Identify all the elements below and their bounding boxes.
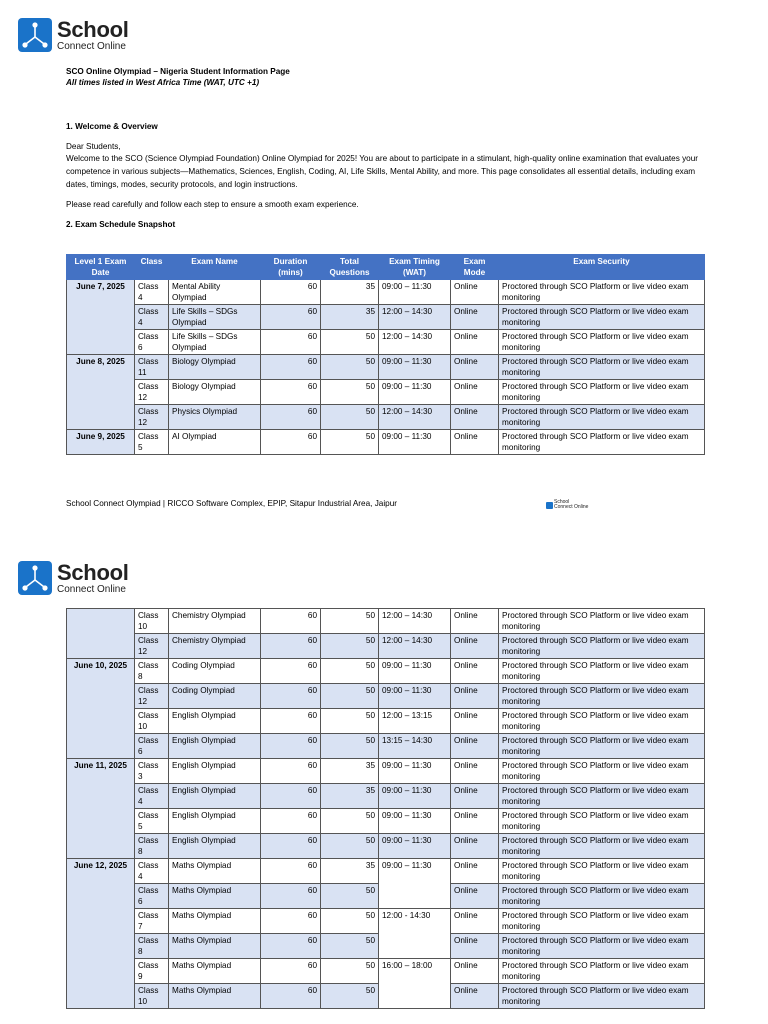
table-row — [67, 809, 705, 834]
questions-cell: 50 — [321, 355, 379, 380]
class-cell: Class 10 — [135, 609, 169, 634]
footer-logo-sub: Connect Online — [554, 504, 589, 510]
exam-security-cell: Proctored through SCO Platform or live video exam monitoring — [499, 759, 705, 784]
exam-name-cell: Maths Olympiad — [169, 984, 261, 1009]
table-row — [67, 430, 705, 455]
column-header: Total Questions — [321, 255, 379, 280]
exam-date-cell — [67, 609, 135, 659]
questions-cell: 50 — [321, 984, 379, 1009]
footer-logo — [546, 500, 588, 510]
exam-timing-cell: 12:00 – 13:15 — [379, 709, 451, 734]
exam-timing-cell: 12:00 – 14:30 — [379, 609, 451, 634]
exam-timing-cell: 12:00 – 14:30 — [379, 634, 451, 659]
duration-cell: 60 — [261, 934, 321, 959]
section-heading-welcome: 1. Welcome & Overview — [66, 122, 158, 131]
exam-security-cell: Proctored through SCO Platform or live video exam monitoring — [499, 859, 705, 884]
exam-timing-cell: 09:00 – 11:30 — [379, 684, 451, 709]
exam-security-cell: Proctored through SCO Platform or live video exam monitoring — [499, 634, 705, 659]
duration-cell: 60 — [261, 330, 321, 355]
column-header: Class — [135, 255, 169, 280]
welcome-section — [66, 121, 706, 230]
exam-date-cell: June 10, 2025 — [67, 659, 135, 759]
table-row — [67, 684, 705, 709]
exam-name-cell: English Olympiad — [169, 709, 261, 734]
duration-cell: 60 — [261, 809, 321, 834]
exam-security-cell: Proctored through SCO Platform or live video exam monitoring — [499, 809, 705, 834]
questions-cell: 50 — [321, 380, 379, 405]
table-row — [67, 609, 705, 634]
exam-timing-cell: 09:00 – 11:30 — [379, 355, 451, 380]
table-row — [67, 759, 705, 784]
class-cell: Class 8 — [135, 934, 169, 959]
exam-mode-cell: Online — [451, 405, 499, 430]
class-cell: Class 4 — [135, 280, 169, 305]
class-cell: Class 4 — [135, 859, 169, 884]
exam-mode-cell: Online — [451, 659, 499, 684]
duration-cell: 60 — [261, 305, 321, 330]
exam-timing-cell: 09:00 – 11:30 — [379, 809, 451, 834]
class-cell: Class 5 — [135, 809, 169, 834]
exam-security-cell: Proctored through SCO Platform or live video exam monitoring — [499, 684, 705, 709]
doc-subtitle: All times listed in West Africa Time (WAT, UTC +1) — [66, 78, 260, 87]
exam-mode-cell: Online — [451, 430, 499, 455]
questions-cell: 50 — [321, 709, 379, 734]
duration-cell: 60 — [261, 734, 321, 759]
exam-mode-cell: Online — [451, 280, 499, 305]
class-cell: Class 10 — [135, 984, 169, 1009]
greeting: Dear Students, — [66, 142, 121, 151]
exam-name-cell: Biology Olympiad — [169, 380, 261, 405]
exam-schedule-table-continued — [66, 608, 705, 1009]
column-header: Exam Security — [499, 255, 705, 280]
questions-cell: 50 — [321, 934, 379, 959]
exam-name-cell: Chemistry Olympiad — [169, 634, 261, 659]
exam-name-cell: Maths Olympiad — [169, 959, 261, 984]
questions-cell: 35 — [321, 759, 379, 784]
exam-name-cell: Maths Olympiad — [169, 884, 261, 909]
duration-cell: 60 — [261, 609, 321, 634]
class-cell: Class 11 — [135, 355, 169, 380]
duration-cell: 60 — [261, 959, 321, 984]
exam-timing-cell: 09:00 – 11:30 — [379, 380, 451, 405]
exam-name-cell: English Olympiad — [169, 759, 261, 784]
exam-mode-cell: Online — [451, 934, 499, 959]
logo-sub-text: Connect Online — [57, 583, 126, 595]
questions-cell: 50 — [321, 909, 379, 934]
exam-mode-cell: Online — [451, 909, 499, 934]
exam-name-cell: AI Olympiad — [169, 430, 261, 455]
exam-mode-cell: Online — [451, 609, 499, 634]
exam-name-cell: Life Skills – SDGs Olympiad — [169, 330, 261, 355]
duration-cell: 60 — [261, 784, 321, 809]
class-cell: Class 12 — [135, 380, 169, 405]
class-cell: Class 10 — [135, 709, 169, 734]
exam-mode-cell: Online — [451, 734, 499, 759]
exam-timing-cell: 09:00 – 11:30 — [379, 834, 451, 859]
exam-name-cell: Maths Olympiad — [169, 859, 261, 884]
class-cell: Class 8 — [135, 834, 169, 859]
exam-timing-cell: 12:00 – 14:30 — [379, 405, 451, 430]
duration-cell: 60 — [261, 280, 321, 305]
exam-mode-cell: Online — [451, 330, 499, 355]
table-row — [67, 634, 705, 659]
class-cell: Class 6 — [135, 734, 169, 759]
exam-security-cell: Proctored through SCO Platform or live video exam monitoring — [499, 280, 705, 305]
exam-name-cell: Mental Ability Olympiad — [169, 280, 261, 305]
network-icon — [18, 18, 52, 52]
table-row — [67, 909, 705, 934]
exam-date-cell: June 7, 2025 — [67, 280, 135, 355]
table-row — [67, 405, 705, 430]
exam-name-cell: Biology Olympiad — [169, 355, 261, 380]
class-cell: Class 4 — [135, 305, 169, 330]
duration-cell: 60 — [261, 634, 321, 659]
questions-cell: 50 — [321, 834, 379, 859]
duration-cell: 60 — [261, 759, 321, 784]
exam-mode-cell: Online — [451, 634, 499, 659]
doc-title: SCO Online Olympiad – Nigeria Student Information Page — [66, 67, 290, 76]
exam-date-cell: June 9, 2025 — [67, 430, 135, 455]
exam-mode-cell: Online — [451, 984, 499, 1009]
column-header: Exam Name — [169, 255, 261, 280]
exam-timing-cell: 09:00 – 11:30 — [379, 430, 451, 455]
questions-cell: 50 — [321, 884, 379, 909]
logo-main-text: School — [57, 559, 129, 585]
class-cell: Class 6 — [135, 330, 169, 355]
exam-timing-cell: 09:00 – 11:30 — [379, 280, 451, 305]
exam-mode-cell: Online — [451, 959, 499, 984]
questions-cell: 50 — [321, 430, 379, 455]
exam-security-cell: Proctored through SCO Platform or live video exam monitoring — [499, 430, 705, 455]
duration-cell: 60 — [261, 859, 321, 884]
class-cell: Class 9 — [135, 959, 169, 984]
exam-security-cell: Proctored through SCO Platform or live video exam monitoring — [499, 884, 705, 909]
footer-logo-main: School — [554, 499, 570, 505]
questions-cell: 50 — [321, 659, 379, 684]
exam-timing-cell: 09:00 – 11:30 — [379, 859, 451, 909]
exam-security-cell: Proctored through SCO Platform or live video exam monitoring — [499, 355, 705, 380]
exam-security-cell: Proctored through SCO Platform or live video exam monitoring — [499, 934, 705, 959]
questions-cell: 50 — [321, 609, 379, 634]
exam-timing-cell: 09:00 – 11:30 — [379, 759, 451, 784]
exam-security-cell: Proctored through SCO Platform or live video exam monitoring — [499, 659, 705, 684]
table-row — [67, 305, 705, 330]
exam-name-cell: English Olympiad — [169, 734, 261, 759]
exam-timing-cell: 13:15 – 14:30 — [379, 734, 451, 759]
exam-mode-cell: Online — [451, 759, 499, 784]
exam-name-cell: Maths Olympiad — [169, 934, 261, 959]
duration-cell: 60 — [261, 834, 321, 859]
duration-cell: 60 — [261, 405, 321, 430]
duration-cell: 60 — [261, 380, 321, 405]
questions-cell: 50 — [321, 684, 379, 709]
exam-timing-cell: 09:00 – 11:30 — [379, 659, 451, 684]
questions-cell: 35 — [321, 859, 379, 884]
table-row — [67, 959, 705, 984]
duration-cell: 60 — [261, 684, 321, 709]
exam-name-cell: English Olympiad — [169, 834, 261, 859]
school-connect-logo — [18, 561, 129, 595]
exam-security-cell: Proctored through SCO Platform or live video exam monitoring — [499, 405, 705, 430]
exam-name-cell: Coding Olympiad — [169, 659, 261, 684]
table-row — [67, 330, 705, 355]
welcome-paragraph: Welcome to the SCO (Science Olympiad Foundation) Online Olympiad for 2025! You are about to participate in a stimulant, high-quality online examination that evaluates your competence in various subjects—Mathematics, Sciences, English, Coding, AI, Life Skills, Mental Ability, and more. This page consolidates all essential details, including exam dates, timings, modes, security protocols, and login instructions. — [66, 154, 699, 189]
logo-main-text: School — [57, 16, 129, 42]
exam-name-cell: Maths Olympiad — [169, 909, 261, 934]
exam-security-cell: Proctored through SCO Platform or live video exam monitoring — [499, 984, 705, 1009]
exam-schedule-table — [66, 254, 705, 455]
exam-timing-cell: 12:00 – 14:30 — [379, 305, 451, 330]
exam-security-cell: Proctored through SCO Platform or live video exam monitoring — [499, 909, 705, 934]
exam-mode-cell: Online — [451, 380, 499, 405]
exam-name-cell: Physics Olympiad — [169, 405, 261, 430]
exam-name-cell: Chemistry Olympiad — [169, 609, 261, 634]
network-icon — [546, 502, 553, 509]
exam-security-cell: Proctored through SCO Platform or live video exam monitoring — [499, 380, 705, 405]
exam-mode-cell: Online — [451, 834, 499, 859]
exam-security-cell: Proctored through SCO Platform or live video exam monitoring — [499, 784, 705, 809]
table-row — [67, 859, 705, 884]
duration-cell: 60 — [261, 355, 321, 380]
exam-timing-cell: 12:00 - 14:30 — [379, 909, 451, 959]
class-cell: Class 12 — [135, 634, 169, 659]
column-header: Exam Timing (WAT) — [379, 255, 451, 280]
table-row — [67, 834, 705, 859]
table-row — [67, 380, 705, 405]
logo-sub-text: Connect Online — [57, 40, 126, 52]
duration-cell: 60 — [261, 884, 321, 909]
duration-cell: 60 — [261, 709, 321, 734]
instruction-paragraph: Please read carefully and follow each step to ensure a smooth exam experience. — [66, 200, 359, 209]
exam-name-cell: Coding Olympiad — [169, 684, 261, 709]
exam-mode-cell: Online — [451, 305, 499, 330]
exam-security-cell: Proctored through SCO Platform or live video exam monitoring — [499, 609, 705, 634]
exam-date-cell: June 8, 2025 — [67, 355, 135, 430]
class-cell: Class 7 — [135, 909, 169, 934]
exam-security-cell: Proctored through SCO Platform or live video exam monitoring — [499, 330, 705, 355]
school-connect-logo — [18, 18, 129, 52]
class-cell: Class 12 — [135, 405, 169, 430]
questions-cell: 50 — [321, 405, 379, 430]
exam-mode-cell: Online — [451, 859, 499, 884]
column-header: Duration (mins) — [261, 255, 321, 280]
questions-cell: 35 — [321, 305, 379, 330]
page-footer: School Connect Olympiad | RICCO Software Complex, EPIP, Sitapur Industrial Area, Jaipur — [66, 499, 397, 508]
exam-mode-cell: Online — [451, 884, 499, 909]
exam-name-cell: Life Skills – SDGs Olympiad — [169, 305, 261, 330]
questions-cell: 50 — [321, 330, 379, 355]
duration-cell: 60 — [261, 984, 321, 1009]
exam-mode-cell: Online — [451, 784, 499, 809]
exam-mode-cell: Online — [451, 709, 499, 734]
exam-date-cell: June 11, 2025 — [67, 759, 135, 859]
network-icon — [18, 561, 52, 595]
questions-cell: 35 — [321, 784, 379, 809]
exam-date-cell: June 12, 2025 — [67, 859, 135, 1009]
table-row — [67, 659, 705, 684]
table-row — [67, 709, 705, 734]
column-header: Exam Mode — [451, 255, 499, 280]
exam-timing-cell: 09:00 – 11:30 — [379, 784, 451, 809]
class-cell: Class 8 — [135, 659, 169, 684]
duration-cell: 60 — [261, 659, 321, 684]
duration-cell: 60 — [261, 430, 321, 455]
exam-security-cell: Proctored through SCO Platform or live video exam monitoring — [499, 709, 705, 734]
questions-cell: 35 — [321, 280, 379, 305]
exam-security-cell: Proctored through SCO Platform or live video exam monitoring — [499, 305, 705, 330]
questions-cell: 50 — [321, 959, 379, 984]
questions-cell: 50 — [321, 809, 379, 834]
exam-name-cell: English Olympiad — [169, 809, 261, 834]
section-heading-schedule: 2. Exam Schedule Snapshot — [66, 220, 176, 229]
exam-mode-cell: Online — [451, 684, 499, 709]
questions-cell: 50 — [321, 634, 379, 659]
class-cell: Class 5 — [135, 430, 169, 455]
table-row — [67, 734, 705, 759]
exam-security-cell: Proctored through SCO Platform or live video exam monitoring — [499, 834, 705, 859]
exam-name-cell: English Olympiad — [169, 784, 261, 809]
exam-mode-cell: Online — [451, 355, 499, 380]
class-cell: Class 12 — [135, 684, 169, 709]
class-cell: Class 6 — [135, 884, 169, 909]
class-cell: Class 3 — [135, 759, 169, 784]
exam-mode-cell: Online — [451, 809, 499, 834]
exam-timing-cell: 16:00 – 18:00 — [379, 959, 451, 1009]
exam-security-cell: Proctored through SCO Platform or live video exam monitoring — [499, 959, 705, 984]
table-row — [67, 355, 705, 380]
class-cell: Class 4 — [135, 784, 169, 809]
duration-cell: 60 — [261, 909, 321, 934]
table-row — [67, 280, 705, 305]
table-row — [67, 784, 705, 809]
column-header: Level 1 Exam Date — [67, 255, 135, 280]
document-header — [66, 66, 706, 88]
exam-timing-cell: 12:00 – 14:30 — [379, 330, 451, 355]
exam-security-cell: Proctored through SCO Platform or live video exam monitoring — [499, 734, 705, 759]
questions-cell: 50 — [321, 734, 379, 759]
